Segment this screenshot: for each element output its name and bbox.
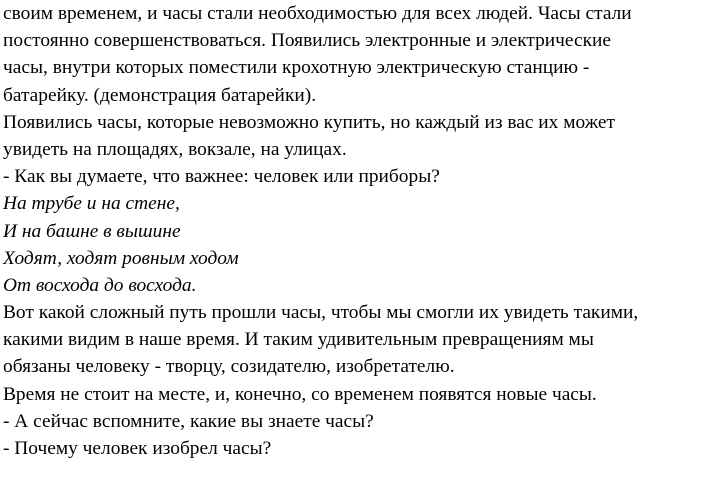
paragraph-2-line: увидеть на площадях, вокзале, на улицах. bbox=[3, 138, 347, 160]
paragraph-3-line: какими видим в наше время. И таким удивительным превращениям мы bbox=[3, 329, 594, 351]
paragraph-2-line: Появились часы, которые невозможно купить, но каждый из вас их может bbox=[3, 111, 615, 133]
paragraph-1-line: часы, внутри которых поместили крохотную электрическую станцию - bbox=[3, 57, 590, 79]
paragraph-1 bbox=[3, 0, 703, 109]
poem-line: От восхода до восхода. bbox=[3, 274, 197, 296]
question-2: - А сейчас вспомните, какие вы знаете часы? bbox=[3, 410, 374, 432]
paragraph-1-line: постоянно совершенствоваться. Появились электронные и электрические bbox=[3, 30, 611, 52]
paragraph-3 bbox=[3, 299, 703, 381]
document-body bbox=[3, 0, 703, 462]
paragraph-1-line: своим временем, и часы стали необходимостью для всех людей. Часы стали bbox=[3, 3, 632, 24]
paragraph-3-line: обязаны человеку - творцу, созидателю, изобретателю. bbox=[3, 356, 455, 378]
poem-line: Ходят, ходят ровным ходом bbox=[3, 247, 239, 269]
poem bbox=[3, 190, 703, 299]
paragraph-2 bbox=[3, 109, 703, 163]
question-3: - Почему человек изобрел часы? bbox=[3, 438, 272, 459]
poem-line: И на башне в вышине bbox=[3, 220, 181, 242]
paragraph-4: Время не стоит на месте, и, конечно, со временем появятся новые часы. bbox=[3, 383, 597, 405]
question-1: - Как вы думаете, что важнее: человек или приборы? bbox=[3, 166, 440, 188]
paragraph-3-line: Вот какой сложный путь прошли часы, чтобы мы смогли их увидеть такими, bbox=[3, 302, 639, 324]
poem-line: На трубе и на стене, bbox=[3, 193, 180, 215]
paragraph-1-line: батарейку. (демонстрация батарейки). bbox=[3, 84, 317, 106]
